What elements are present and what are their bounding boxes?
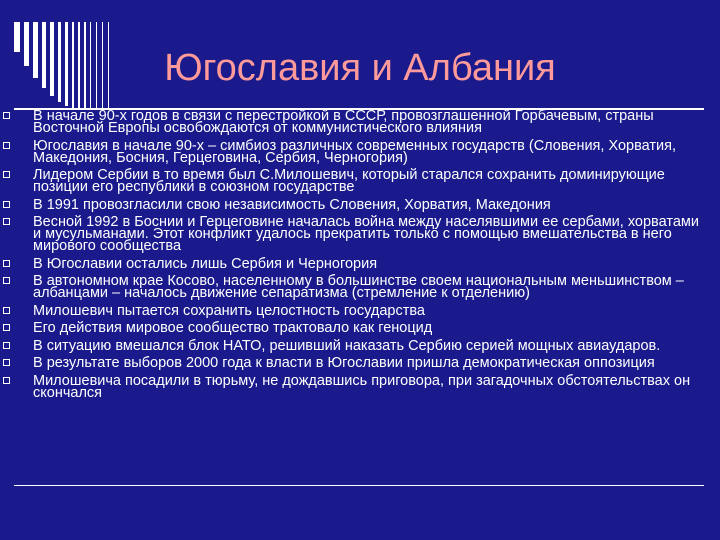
square-bullet-icon bbox=[3, 324, 10, 331]
bullet-item bbox=[0, 255, 720, 272]
bullet-item bbox=[0, 169, 720, 193]
bullet-list bbox=[0, 110, 720, 404]
bullet-text: В Югославии остались лишь Сербия и Черногория bbox=[33, 255, 378, 272]
bullet-text: Его действия мировое сообщество трактовало как геноцид bbox=[33, 320, 433, 336]
slide-title: Югославия и Албания bbox=[164, 47, 556, 89]
square-bullet-icon bbox=[3, 260, 10, 267]
bullet-text: Весной 1992 в Боснии и Герцеговине началась война между населявшими ее сербами, хорватами и мусульманами. Этот конфликт удалось прекратить только с помощью вмешательства в него мирового сообщества bbox=[33, 214, 699, 254]
square-bullet-icon bbox=[3, 277, 10, 284]
bottom-divider bbox=[14, 485, 704, 486]
square-bullet-icon bbox=[3, 342, 10, 349]
bullet-text: Милошевич пытается сохранить целостность государства bbox=[33, 302, 425, 319]
square-bullet-icon bbox=[3, 377, 10, 384]
square-bullet-icon bbox=[3, 218, 10, 225]
square-bullet-icon bbox=[3, 201, 10, 208]
bullet-item bbox=[0, 216, 720, 252]
bullet-item bbox=[0, 137, 720, 166]
square-bullet-icon bbox=[3, 112, 10, 119]
bullet-text: В автономном крае Косово, населенному в большинстве своем национальным меньшинством – албанцами – началось движение сепаратизма (стремление к отделению) bbox=[33, 273, 684, 301]
bullet-item bbox=[0, 196, 720, 213]
bullet-text: В начале 90-х годов в связи с перестройкой в СССР, провозглашенной Горбачевым, страны Восточной Европы освобождаются от коммунистического влияния bbox=[33, 108, 654, 136]
bullet-text: Югославия в начале 90-х – симбиоз различных современных государств (Словения, Хорватия, Македония, Босния, Герцеговина, Сербия, Черногория) bbox=[33, 137, 677, 166]
square-bullet-icon bbox=[3, 142, 10, 149]
bullet-item bbox=[0, 275, 720, 299]
bullet-item bbox=[0, 322, 720, 334]
bullet-text: В ситуацию вмешался блок НАТО, решивший наказать Сербию серией мощных авиаударов. bbox=[33, 337, 661, 354]
square-bullet-icon bbox=[3, 307, 10, 314]
bullet-text: Лидером Сербии в то время был С.Милошевич, который старался сохранить доминирующие позиции его республики в союзном государстве bbox=[33, 167, 665, 195]
bullet-item bbox=[0, 372, 720, 401]
bullet-text: В 1991 провозгласили свою независимость Словения, Хорватия, Македония bbox=[33, 196, 551, 213]
bullet-item bbox=[0, 357, 720, 369]
bullet-text: Милошевича посадили в тюрьму, не дождавшись приговора, при загадочных обстоятельствах он скончался bbox=[33, 372, 691, 401]
bullet-item bbox=[0, 302, 720, 319]
bullet-item bbox=[0, 337, 720, 354]
bullet-text: В результате выборов 2000 года к власти в Югославии пришла демократическая оппозиция bbox=[33, 355, 655, 371]
square-bullet-icon bbox=[3, 359, 10, 366]
square-bullet-icon bbox=[3, 171, 10, 178]
bullet-item bbox=[0, 110, 720, 134]
